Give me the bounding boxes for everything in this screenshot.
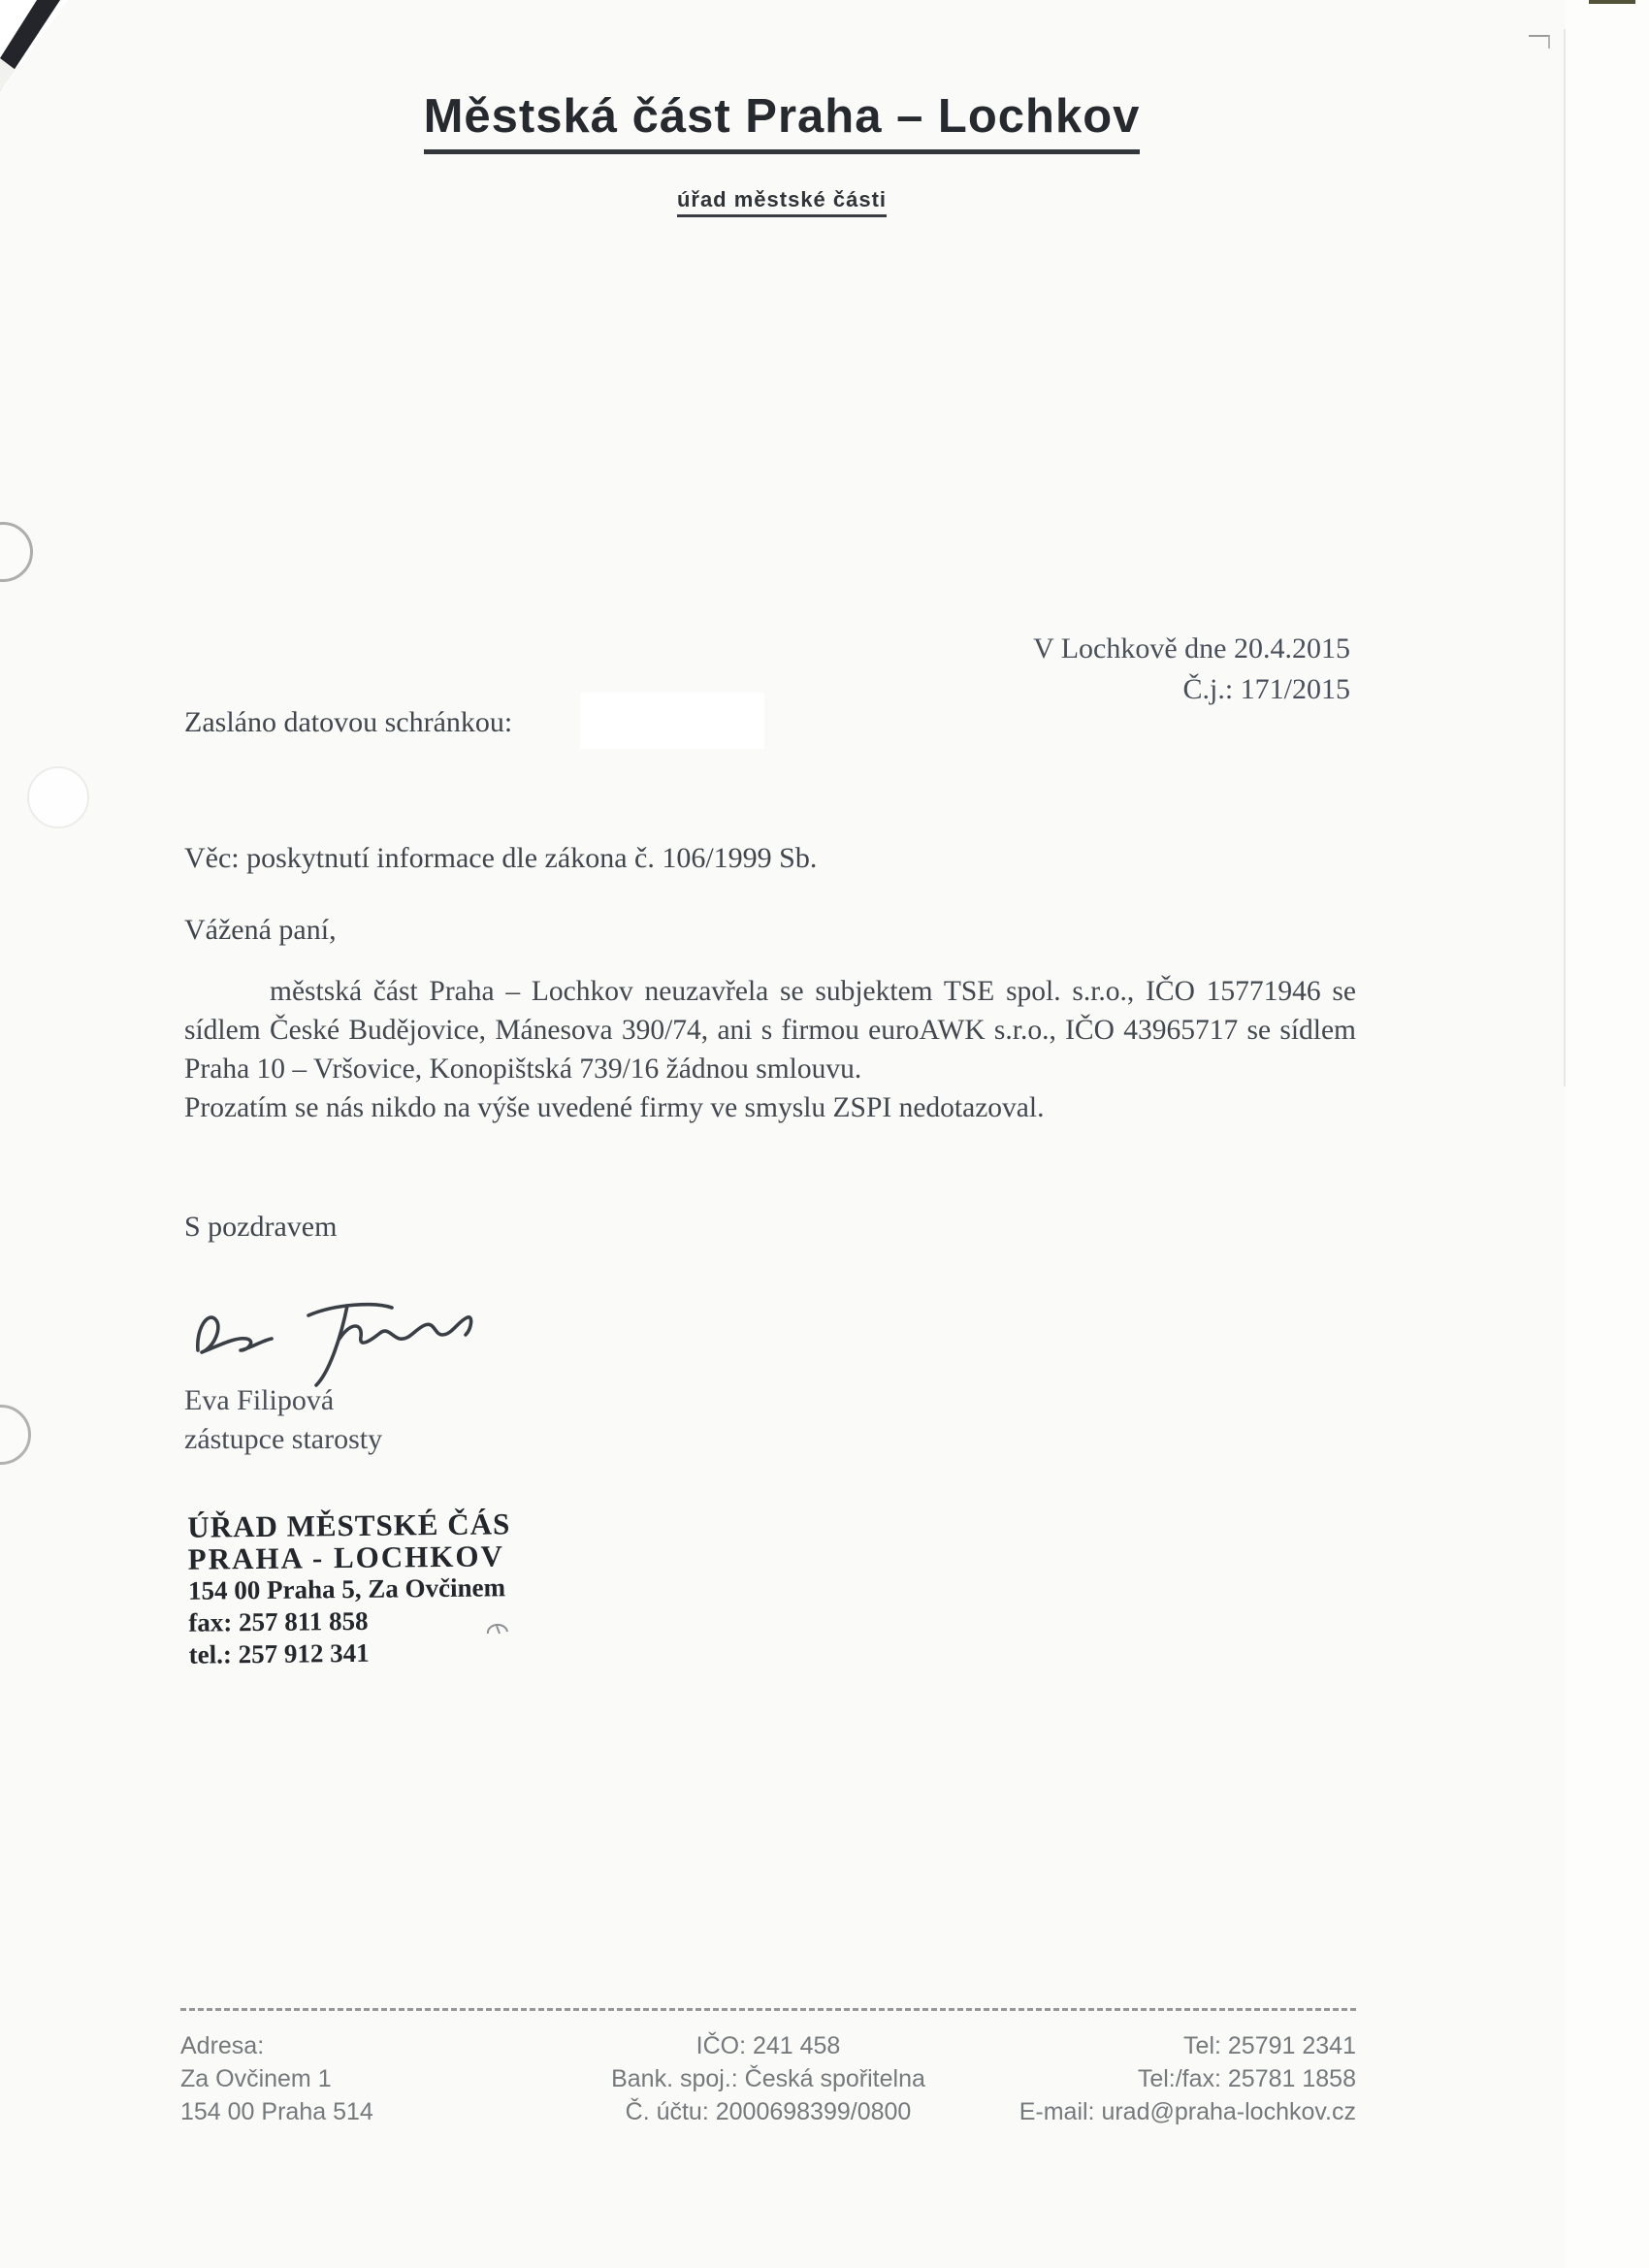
body-paragraph-1: městská část Praha – Lochkov neuzavřela se subjektem TSE spol. s.r.o., IČO 15771946 se sídlem České Budějovice, Mánesova 390/74, ani s firmou euroAWK s.r.o., IČO 43965717 se sídlem Praha 10 – Vršovice, Konopištská 739/16 žádnou smlouvu. bbox=[184, 976, 1356, 1085]
footer-tel: Tel: 25791 2341 bbox=[1183, 2032, 1356, 2059]
closing-phrase: S pozdravem bbox=[184, 1211, 338, 1243]
stamp-line-1: ÚŘAD MĚSTSKÉ ČÁS bbox=[187, 1507, 511, 1544]
redaction-block bbox=[580, 693, 764, 749]
stamp-line-4: fax: 257 811 858 bbox=[188, 1605, 369, 1637]
punch-hole-mark bbox=[0, 1405, 31, 1465]
stamp-ink-mark bbox=[485, 1618, 512, 1639]
page-title: Městská část Praha – Lochkov bbox=[424, 89, 1141, 154]
signer-title: zástupce starosty bbox=[184, 1423, 383, 1455]
page-subtitle: úřad městské části bbox=[677, 187, 887, 217]
footer-address-column bbox=[180, 2029, 534, 2128]
footer-telfax: Tel:/fax: 25781 1858 bbox=[1137, 2065, 1356, 2092]
office-stamp bbox=[187, 1507, 512, 1670]
footer-account: Č. účtu: 2000698399/0800 bbox=[625, 2098, 912, 2125]
footer-divider bbox=[180, 2008, 1356, 2011]
stamp-line-3: 154 00 Praha 5, Za Ovčinem bbox=[187, 1572, 506, 1605]
footer-address-street: Za Ovčinem 1 bbox=[180, 2065, 332, 2092]
punch-hole-mark bbox=[0, 522, 33, 582]
salutation: Vážená paní, bbox=[184, 914, 337, 946]
scan-edge-strip bbox=[1566, 0, 1649, 2268]
scan-artifact-bar bbox=[1589, 0, 1635, 4]
footer-bank: Bank. spoj.: Česká spořitelna bbox=[611, 2065, 925, 2092]
footer-contact-column bbox=[1003, 2029, 1356, 2128]
reference-number-line: Č.j.: 171/2015 bbox=[1182, 673, 1350, 705]
footer-email: E-mail: urad@praha-lochkov.cz bbox=[1018, 2098, 1356, 2125]
stamp-line-2: PRAHA - LOCHKOV bbox=[187, 1539, 505, 1576]
footer-ico: IČO: 241 458 bbox=[695, 2032, 841, 2059]
corner-crop-mark bbox=[1529, 35, 1550, 49]
handwritten-signature bbox=[184, 1279, 485, 1395]
punch-hole-mark bbox=[27, 766, 89, 828]
delivery-note: Zasláno datovou schránkou: bbox=[184, 706, 513, 738]
footer-org-column bbox=[534, 2029, 1004, 2128]
letterhead bbox=[0, 89, 1564, 217]
body-paragraph-2: Prozatím se nás nikdo na výše uvedené firmy ve smyslu ZSPI nedotazoval. bbox=[184, 1092, 1045, 1123]
paper-right-edge bbox=[1564, 29, 1566, 1086]
letter-body bbox=[184, 972, 1356, 1127]
footer-address-city: 154 00 Praha 514 bbox=[180, 2098, 373, 2125]
signer-block bbox=[184, 1381, 382, 1459]
signer-name: Eva Filipová bbox=[184, 1384, 335, 1416]
footer bbox=[180, 2029, 1356, 2128]
place-date-line: V Lochkově dne 20.4.2015 bbox=[1033, 632, 1350, 664]
footer-address-label: Adresa: bbox=[180, 2032, 265, 2059]
stamp-line-5: tel.: 257 912 341 bbox=[188, 1637, 370, 1669]
subject-line: Věc: poskytnutí informace dle zákona č. 106/1999 Sb. bbox=[184, 842, 818, 874]
